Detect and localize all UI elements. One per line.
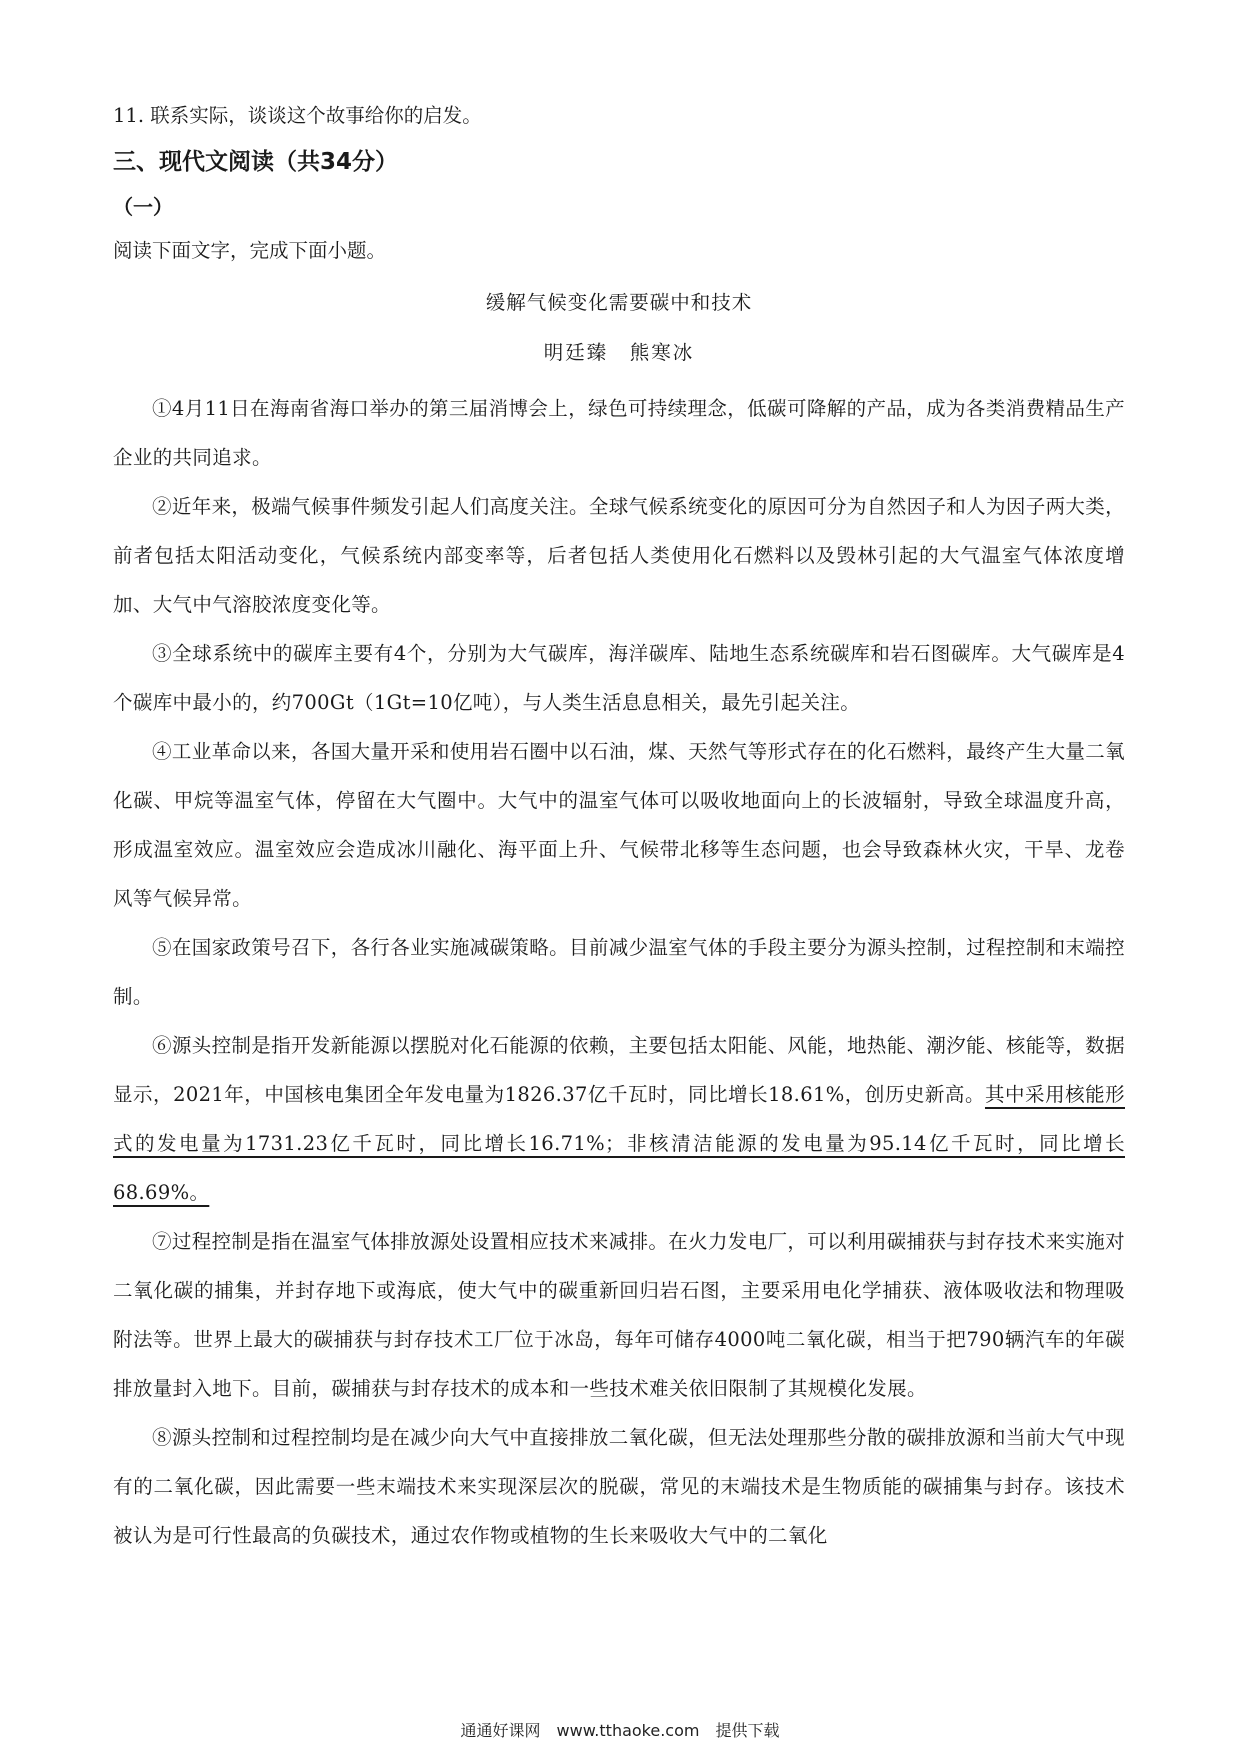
paragraph-5-text: ⑤在国家政策号召下，各行各业实施减碳策略。目前减少温室气体的手段主要分为源头控制，过程控制和末端控制。: [113, 936, 1125, 1008]
document-page: [113, 100, 1125, 1560]
paragraph-7-text: ⑦过程控制是指在温室气体排放源处设置相应技术来减排。在火力发电厂，可以利用碳捕获与封存技术来实施对二氧化碳的捕集，并封存地下或海底，使大气中的碳重新回归岩石图，主要采用电化学捕获、液体吸收法和物理吸附法等。世界上最大的碳捕获与封存技术工厂位于冰岛，每年可储存4000吨二氧化碳，相当于把790辆汽车的年碳排放量封入地下。目前，碳捕获与封存技术的成本和一些技术难关依旧限制了其规模化发展。: [113, 1230, 1125, 1400]
sub-heading: （一）: [113, 195, 173, 219]
paragraph-8: [113, 1413, 1125, 1560]
paragraph-3: [113, 629, 1125, 727]
article-title: 缓解气候变化需要碳中和技术: [485, 291, 753, 314]
paragraph-7: [113, 1217, 1125, 1413]
page-footer: 通通好课网 www.tthaoke.com 提供下载: [460, 1721, 780, 1740]
paragraph-6-underlined-text: 其中采用核能形式的发电量为1731.23亿千瓦时，同比增长16.71%；非核清洁能源的发电量为95.14亿千瓦时，同比增长68.69%。: [113, 1083, 1125, 1204]
reading-instruction: 阅读下面文字，完成下面小题。: [113, 239, 387, 262]
question-11: 11. 联系实际，谈谈这个故事给你的启发。: [113, 104, 482, 127]
section-heading: 三、现代文阅读（共34分）: [113, 149, 399, 175]
paragraph-4-text: ④工业革命以来，各国大量开采和使用岩石圈中以石油，煤、天然气等形式存在的化石燃料，最终产生大量二氧化碳、甲烷等温室气体，停留在大气圈中。大气中的温室气体可以吸收地面向上的长波辐射，导致全球温度升高，形成温室效应。温室效应会造成冰川融化、海平面上升、气候带北移等生态问题，也会导致森林火灾，干旱、龙卷风等气候异常。: [113, 740, 1125, 910]
paragraph-6: [113, 1021, 1125, 1217]
paragraph-4: [113, 727, 1125, 923]
paragraph-2: [113, 482, 1125, 629]
paragraph-1-text: ①4月11日在海南省海口举办的第三届消博会上，绿色可持续理念，低碳可降解的产品，成为各类消费精品生产企业的共同追求。: [113, 397, 1125, 469]
paragraph-2-text: ②近年来，极端气候事件频发引起人们高度关注。全球气候系统变化的原因可分为自然因子和人为因子两大类，前者包括太阳活动变化，气候系统内部变率等，后者包括人类使用化石燃料以及毁林引起的大气温室气体浓度增加、大气中气溶胶浓度变化等。: [113, 495, 1125, 616]
paragraph-8-text: ⑧源头控制和过程控制均是在减少向大气中直接排放二氧化碳，但无法处理那些分散的碳排放源和当前大气中现有的二氧化碳，因此需要一些末端技术来实现深层次的脱碳，常见的末端技术是生物质能的碳捕集与封存。该技术被认为是可行性最高的负碳技术，通过农作物或植物的生长来吸收大气中的二氧化: [113, 1426, 1125, 1547]
paragraph-6-text: ⑥源头控制是指开发新能源以摆脱对化石能源的依赖，主要包括太阳能、风能，地热能、潮汐能、核能等，数据显示，2021年，中国核电集团全年发电量为1826.37亿千瓦时，同比增长18.61%，创历史新高。: [113, 1034, 1125, 1106]
paragraph-3-text: ③全球系统中的碳库主要有4个，分别为大气碳库，海洋碳库、陆地生态系统碳库和岩石图碳库。大气碳库是4个碳库中最小的，约700Gt（1Gt=10亿吨），与人类生活息息相关，最先引起关注。: [113, 642, 1125, 714]
article-authors: 明廷臻 熊寒冰: [543, 341, 695, 364]
paragraph-5: [113, 923, 1125, 1021]
paragraph-1: [113, 384, 1125, 482]
